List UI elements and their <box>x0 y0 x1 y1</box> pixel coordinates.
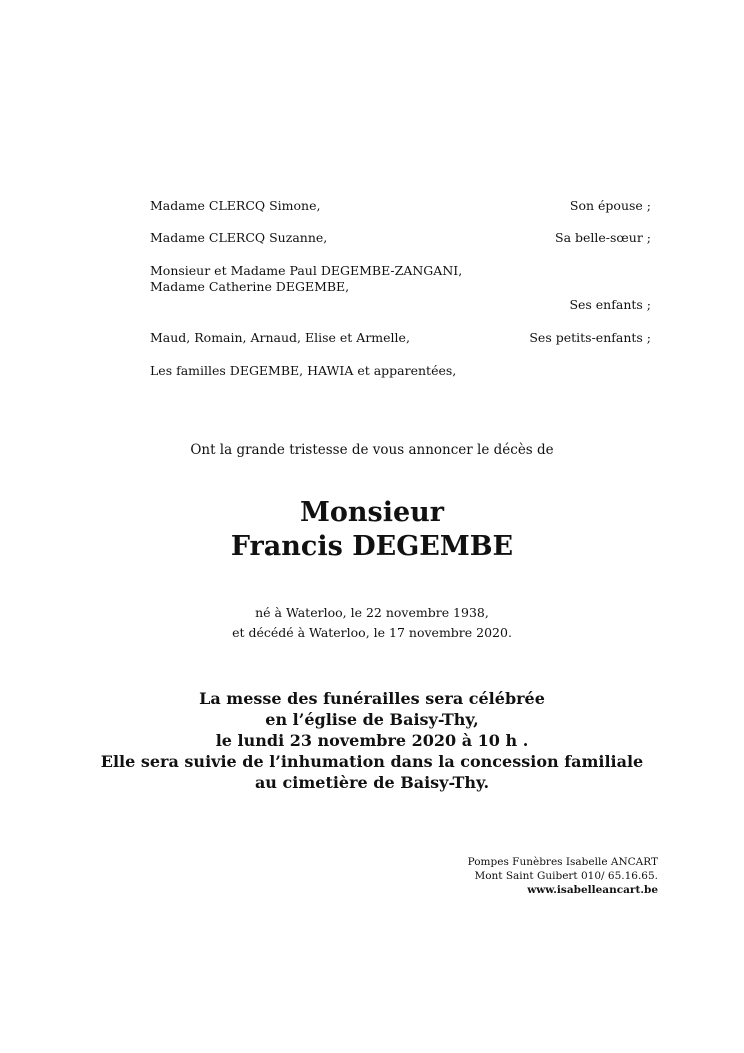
family-row-children-1 <box>150 263 651 279</box>
funeral-home-address: Mont Saint Guibert 010/ 65.16.65. <box>474 870 658 882</box>
family-name: Monsieur et Madame Paul DEGEMBE-ZANGANI, <box>150 263 463 278</box>
family-row-children-relation <box>150 297 651 313</box>
family-relation: Sa belle-sœur ; <box>555 230 651 245</box>
family-name: Madame CLERCQ Simone, <box>150 198 321 213</box>
family-row-grandchildren <box>150 330 651 346</box>
funeral-home-website: www.isabelleancart.be <box>527 884 658 896</box>
funeral-line: Elle sera suivie de l’inhumation dans la concession familiale <box>100 752 644 771</box>
funeral-home-footer <box>468 855 658 897</box>
family-row-sister-in-law <box>150 230 651 246</box>
deceased-title: Monsieur <box>299 497 445 528</box>
family-name: Madame Catherine DEGEMBE, <box>150 279 350 294</box>
announcement-text: Ont la grande tristesse de vous annoncer le décès de <box>190 442 554 458</box>
family-row-children-2 <box>150 279 651 295</box>
deceased-heading <box>0 496 744 564</box>
death-line: et décédé à Waterloo, le 17 novembre 2020. <box>232 625 512 640</box>
funeral-line: le lundi 23 novembre 2020 à 10 h . <box>215 731 529 750</box>
family-name: Les familles DEGEMBE, HAWIA et apparentées, <box>150 363 457 378</box>
deceased-name: Francis DEGEMBE <box>230 531 514 562</box>
funeral-line: au cimetière de Baisy-Thy. <box>254 773 490 792</box>
family-relation: Son épouse ; <box>569 198 651 213</box>
family-row-families <box>150 363 651 379</box>
family-relation: Ses petits-enfants ; <box>529 330 651 345</box>
funeral-line: La messe des funérailles sera célébrée <box>199 689 545 708</box>
birth-line: né à Waterloo, le 22 novembre 1938, <box>255 605 489 620</box>
funeral-home-name: Pompes Funèbres Isabelle ANCART <box>467 856 658 868</box>
funeral-details <box>0 688 744 793</box>
dates-block <box>0 603 744 643</box>
family-name: Madame CLERCQ Suzanne, <box>150 230 328 245</box>
family-row-spouse <box>150 198 651 214</box>
family-relation: Ses enfants ; <box>569 297 651 312</box>
family-list <box>150 198 651 379</box>
family-name: Maud, Romain, Arnaud, Elise et Armelle, <box>150 330 410 345</box>
funeral-line: en l’église de Baisy-Thy, <box>265 710 479 729</box>
